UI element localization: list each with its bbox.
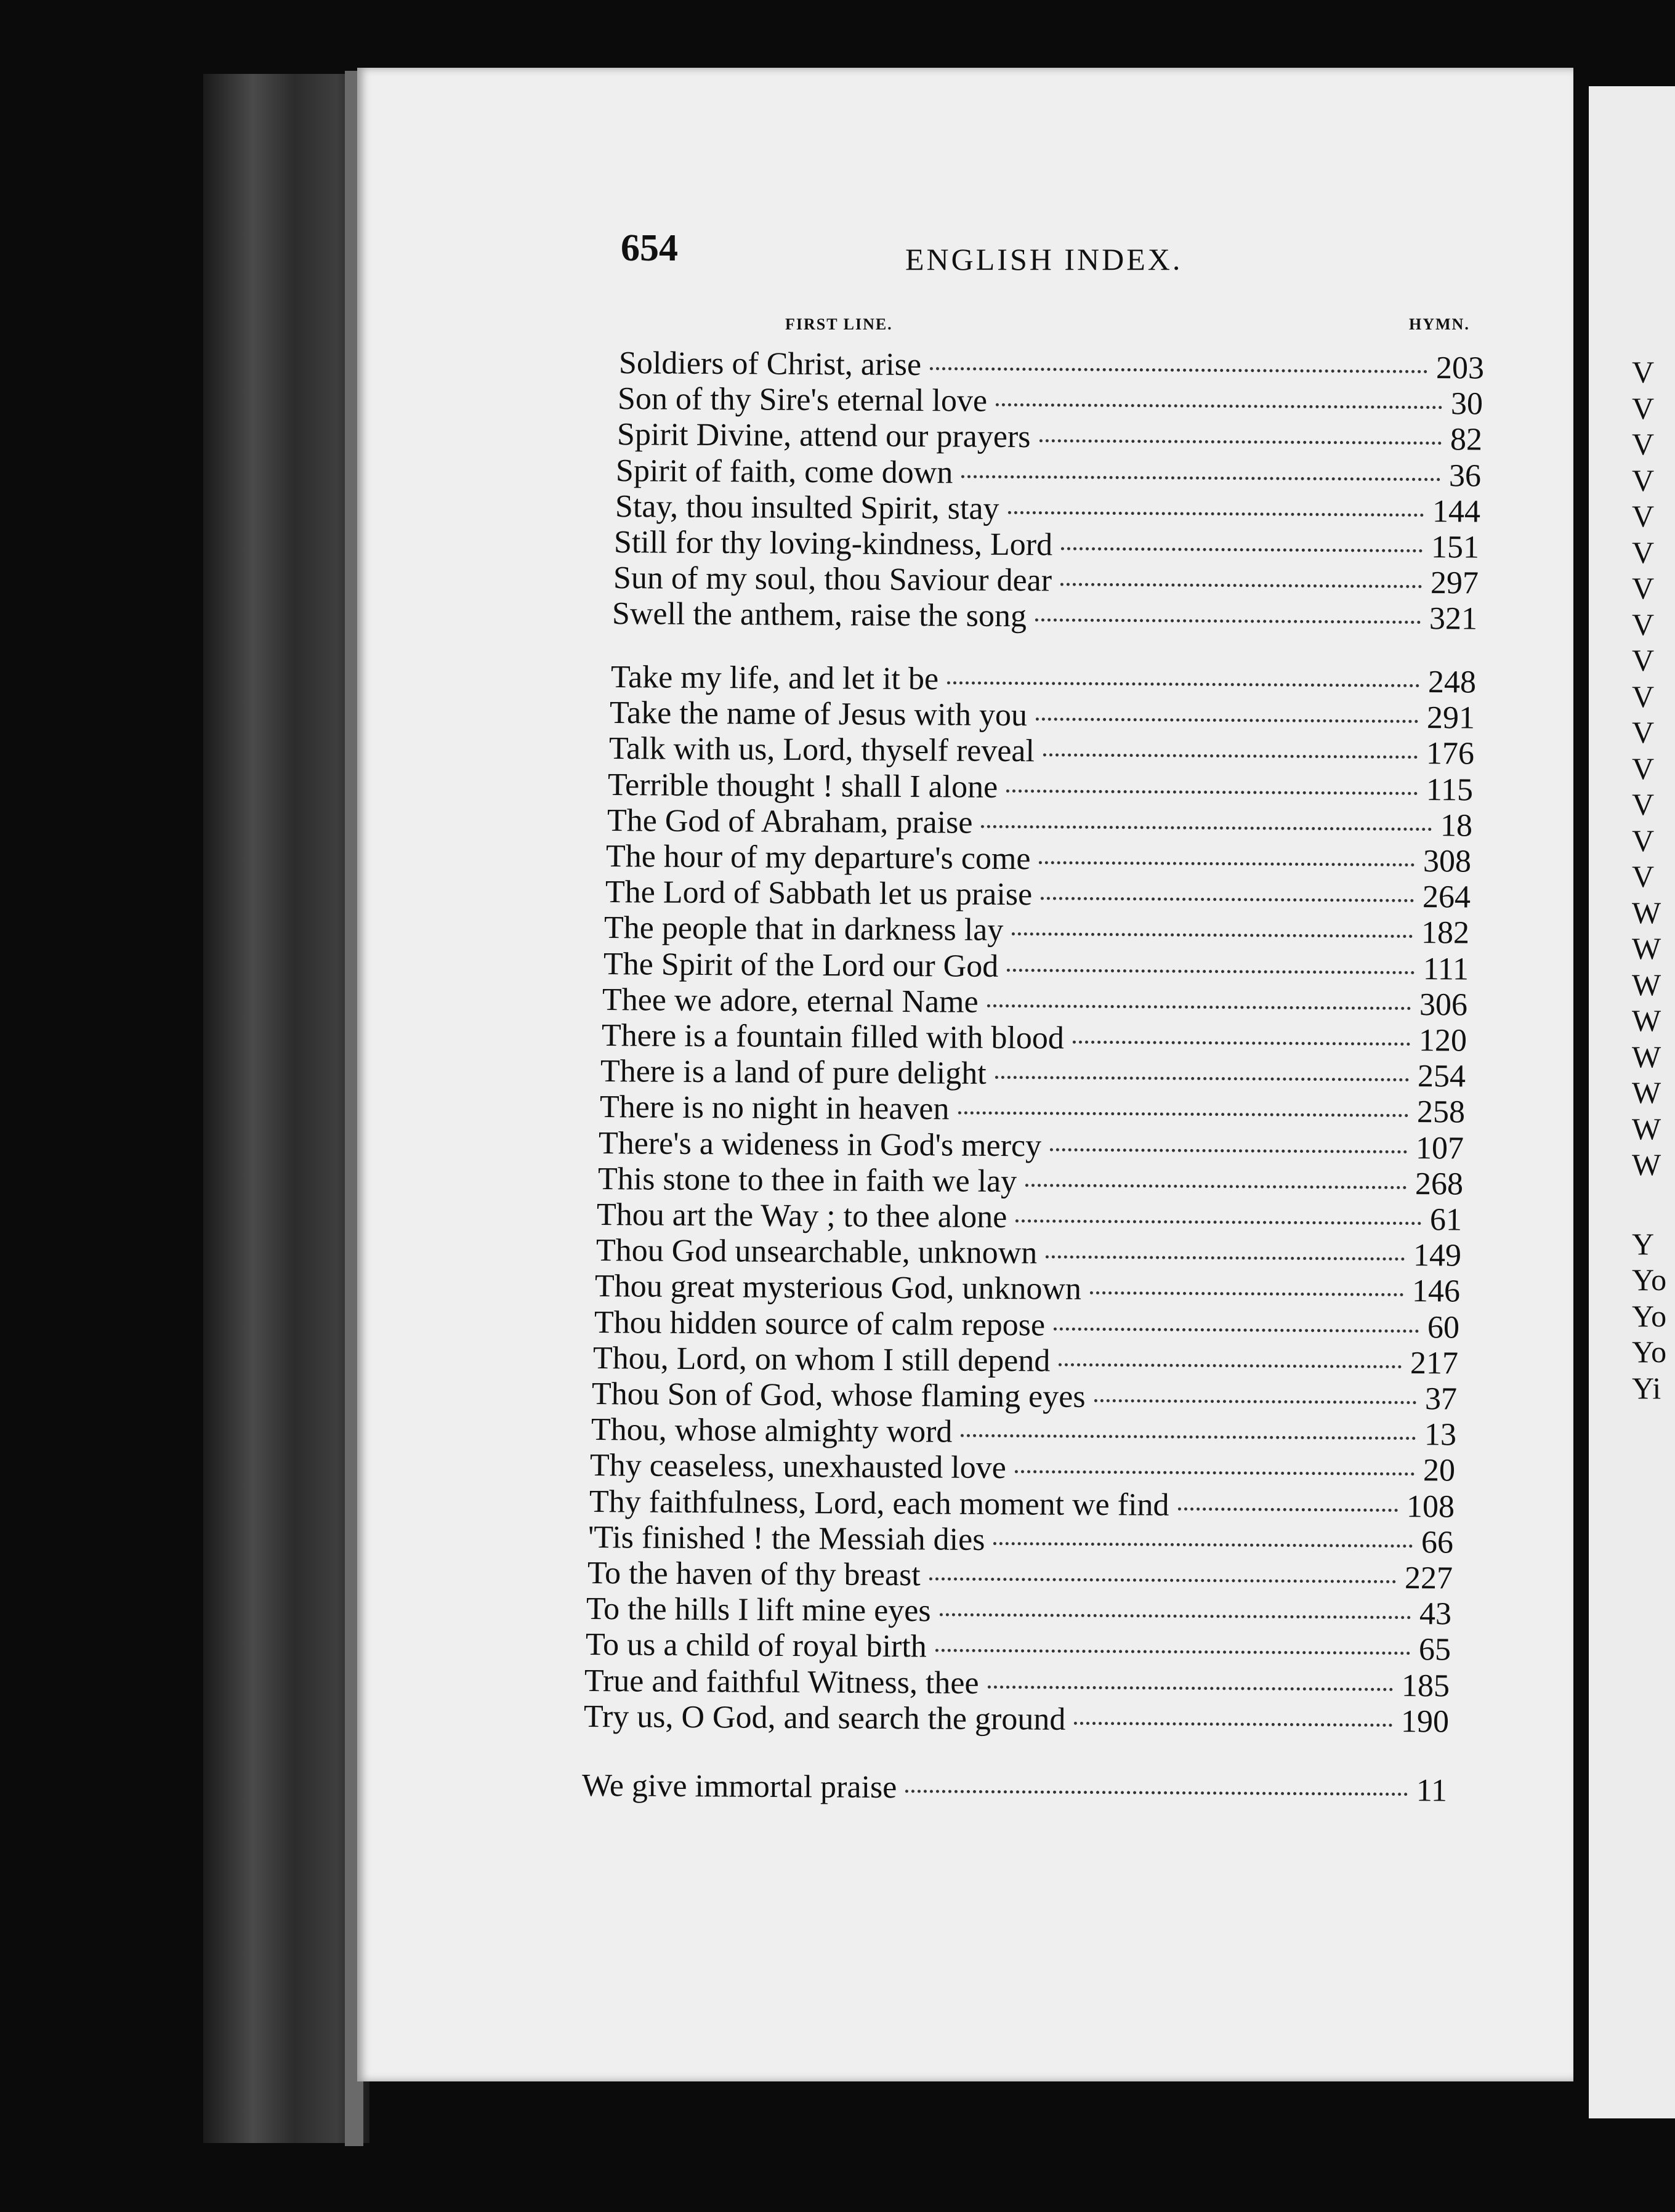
entry-hymn-number: 182 [1421,915,1470,951]
entry-hymn-number: 176 [1426,736,1474,772]
entry-hymn-number: 115 [1426,772,1474,808]
entry-hymn-number: 37 [1425,1381,1458,1417]
entry-first-line: Try us, O God, and search the ground [583,1698,1066,1737]
facing-page-letter: W [1632,1075,1661,1110]
facing-page-letter: V [1632,427,1655,461]
dot-leader [995,1076,1409,1081]
entry-hymn-number: 36 [1449,458,1482,494]
dot-leader [981,825,1432,831]
entry-first-line: Thy faithfulness, Lord, each moment we find [589,1483,1169,1523]
entry-first-line: Still for thy loving-kindness, Lord [614,525,1053,563]
index-entry [612,595,1477,637]
index-entry [600,1053,1466,1094]
dot-leader [930,367,1427,373]
entry-first-line: Thy ceaseless, unexhausted love [590,1448,1007,1486]
index-entry [588,1519,1453,1560]
index-entry [608,767,1473,808]
entry-hymn-number: 217 [1410,1345,1459,1381]
dot-leader [1012,932,1413,938]
index-entry [595,1232,1461,1274]
entry-first-line: To the hills I lift mine eyes [586,1591,932,1629]
dot-leader [940,1613,1411,1620]
dot-leader [1074,1722,1392,1727]
dot-leader [1015,1219,1421,1225]
dot-leader [1094,1399,1416,1404]
facing-page-letter: W [1632,895,1661,930]
entry-first-line: We give immortal praise [581,1768,897,1806]
dot-leader [994,1542,1413,1548]
index-entry [614,524,1479,565]
dot-leader [961,1434,1416,1440]
entry-first-line: Terrible thought ! shall I alone [608,767,998,805]
entry-first-line: Soldiers of Christ, arise [618,345,922,382]
facing-page-letter: W [1632,967,1661,1002]
entry-first-line: There's a wideness in God's mercy [598,1125,1042,1163]
dot-leader [1035,619,1421,624]
entry-first-line: The God of Abraham, praise [607,802,973,841]
facing-page-letter: Yi [1632,1370,1661,1405]
dot-leader [1039,861,1415,866]
entry-first-line: Sun of my soul, thou Saviour dear [613,560,1052,599]
entry-hymn-number: 60 [1427,1309,1459,1346]
entry-first-line: Stay, thou insulted Spirit, stay [615,488,999,527]
facing-page-letter: V [1632,535,1655,570]
index-entry [584,1698,1449,1740]
entry-hymn-number: 151 [1431,530,1480,565]
entry-hymn-number: 190 [1400,1703,1449,1740]
index-entry [618,381,1483,422]
entry-hymn-number: 120 [1418,1023,1467,1059]
entry-hymn-number: 306 [1419,987,1468,1023]
index-entry [599,1125,1464,1166]
entry-hymn-number: 254 [1417,1059,1466,1094]
facing-page-letter: V [1632,751,1655,786]
dot-leader [1072,1041,1410,1046]
entry-hymn-number: 108 [1406,1488,1455,1525]
dot-leader [988,1685,1393,1691]
dot-leader [962,475,1441,481]
index-entry [590,1447,1455,1488]
index-entry [611,659,1476,700]
index-entry [605,874,1470,915]
index-entry [616,453,1481,494]
entry-hymn-number: 82 [1450,422,1483,458]
entry-hymn-number: 258 [1416,1094,1465,1130]
index-entry [584,1663,1450,1704]
dot-leader [958,1112,1408,1117]
index-entry [591,1411,1456,1453]
facing-page-letter: V [1632,571,1655,605]
index-entry [607,802,1472,844]
entry-hymn-number: 149 [1413,1238,1461,1274]
entry-first-line: Thou Son of God, whose flaming eyes [592,1376,1086,1415]
entry-first-line: The Spirit of the Lord our God [603,946,999,984]
entry-first-line: Thee we adore, eternal Name [602,982,979,1020]
dot-leader [1007,511,1423,517]
entry-first-line: This stone to thee in faith we lay [597,1161,1017,1199]
index-entry [597,1161,1463,1202]
entry-first-line: Thou, whose almighty word [591,1412,953,1450]
dot-leader [1041,897,1414,903]
dot-leader [1054,1327,1419,1333]
index-entry [613,560,1479,601]
dot-leader [1059,1363,1402,1368]
dot-leader [1177,1507,1398,1511]
dot-leader [1046,1256,1405,1261]
index-entry [586,1626,1451,1668]
index-entry [599,1089,1464,1130]
entry-first-line: Swell the anthem, raise the song [612,596,1027,634]
entry-first-line: Talk with us, Lord, thyself reveal [608,731,1035,769]
entry-first-line: Thou art the Way ; to thee alone [596,1197,1007,1235]
dot-leader [1015,1471,1415,1476]
entry-first-line: To us a child of royal birth [585,1627,927,1665]
dot-leader [1043,754,1418,759]
dot-leader [1061,547,1423,552]
entry-hymn-number: 144 [1432,493,1481,530]
entry-hymn-number: 268 [1415,1166,1463,1202]
entry-first-line: Spirit of faith, come down [616,453,953,490]
index-entry [592,1376,1457,1417]
entry-first-line: Thou God unsearchable, unknown [595,1233,1037,1271]
index-entry [617,416,1482,458]
facing-page-letter: Yo [1632,1298,1667,1333]
facing-page-letter: V [1632,462,1655,498]
dot-leader [1025,1184,1407,1189]
facing-page-letter: V [1632,607,1655,642]
index-entry [589,1483,1455,1525]
facing-page-letter: Yo [1632,1262,1667,1297]
dot-leader [1090,1291,1403,1296]
entry-hymn-number: 43 [1419,1596,1452,1632]
facing-page-letter: W [1632,1039,1661,1074]
facing-page-letter: W [1632,1111,1661,1146]
index-entry [597,1197,1462,1238]
facing-page-letter: Yo [1632,1334,1667,1369]
facing-page-letter: V [1632,643,1655,677]
entry-first-line: Thou hidden source of calm repose [594,1304,1045,1343]
index-entry [604,910,1469,951]
index-entry [602,982,1467,1023]
page-number: 654 [621,227,678,269]
facing-page-letter: W [1632,1003,1661,1038]
entry-hymn-number: 185 [1402,1668,1450,1704]
dot-leader [1007,969,1415,974]
facing-page-letter: V [1632,823,1655,858]
dot-leader [996,403,1442,409]
entry-hymn-number: 66 [1421,1525,1454,1560]
index-entry [601,1017,1466,1059]
entry-hymn-number: 30 [1451,386,1483,422]
entry-first-line: Son of thy Sire's eternal love [618,381,988,419]
entry-first-line: The people that in darkness lay [603,910,1004,948]
entry-first-line: There is a land of pure delight [600,1054,987,1092]
entry-hymn-number: 11 [1416,1773,1448,1809]
entry-hymn-number: 291 [1427,700,1475,736]
entry-hymn-number: 61 [1429,1202,1463,1238]
index-entry [615,488,1480,530]
index-entry [586,1591,1451,1632]
column-heading-first-line: FIRST LINE. [785,315,893,333]
entry-hymn-number: 18 [1440,808,1472,844]
entry-first-line: Thou great mysterious God, unknown [594,1269,1082,1307]
facing-page-letter: V [1632,715,1655,749]
entry-first-line: Thou, Lord, on whom I still depend [592,1340,1051,1379]
dot-leader [1060,583,1422,589]
dot-leader [935,1649,1410,1655]
index-entry [610,695,1475,736]
entry-first-line: There is no night in heaven [599,1089,950,1127]
dot-leader [1036,717,1418,723]
index-entry [609,730,1474,772]
facing-page-letter: Y [1632,1226,1655,1261]
entry-hymn-number: 107 [1415,1130,1464,1166]
dot-leader [987,1004,1411,1010]
index-entry [606,838,1471,879]
index-entry [593,1340,1458,1381]
dot-leader [1039,440,1442,445]
dot-leader [947,681,1419,687]
index-entry [595,1268,1460,1309]
facing-page-letter: V [1632,499,1655,533]
entry-first-line: To the haven of thy breast [587,1556,921,1593]
entry-hymn-number: 65 [1418,1632,1451,1668]
entry-first-line: 'Tis finished ! the Messiah dies [588,1519,986,1557]
index-entry [587,1555,1453,1596]
index-entry [603,946,1468,987]
index-entry [619,345,1484,386]
facing-page-letter: W [1632,931,1661,966]
entry-hymn-number: 321 [1429,601,1478,637]
entry-first-line: Spirit Divine, attend our prayers [616,417,1031,455]
index-entry [594,1304,1459,1346]
entry-first-line: Take the name of Jesus with you [610,695,1028,733]
entry-hymn-number: 203 [1435,350,1485,386]
facing-page-letter: V [1632,355,1655,389]
entry-hymn-number: 146 [1411,1274,1461,1309]
entry-first-line: True and faithful Witness, thee [584,1663,980,1701]
entry-first-line: There is a fountain filled with blood [601,1018,1064,1056]
facing-page-letter: V [1632,859,1655,894]
dot-leader [1006,789,1418,795]
entry-hymn-number: 20 [1423,1453,1456,1488]
entry-hymn-number: 308 [1423,844,1472,879]
entry-hymn-number: 227 [1404,1560,1453,1596]
facing-page-letter: V [1632,787,1655,821]
entry-first-line: The hour of my departure's come [605,839,1031,877]
entry-first-line: The Lord of Sabbath let us praise [605,874,1032,913]
entry-hymn-number: 248 [1427,664,1476,700]
entry-hymn-number: 297 [1430,565,1479,601]
entry-first-line: Take my life, and let it be [610,660,938,697]
dot-leader [1050,1148,1407,1153]
entry-hymn-number: 264 [1422,879,1471,915]
column-heading-hymn: HYMN. [1409,315,1470,333]
dot-leader [929,1577,1396,1583]
dot-leader [905,1790,1408,1796]
facing-page-letter: V [1632,679,1655,714]
entry-hymn-number: 13 [1424,1417,1457,1453]
index-entry [582,1767,1447,1809]
facing-page-letter: W [1632,1147,1661,1182]
running-head: ENGLISH INDEX. [905,242,1183,276]
entry-hymn-number: 111 [1423,951,1469,987]
facing-page-letter: V [1632,390,1655,426]
